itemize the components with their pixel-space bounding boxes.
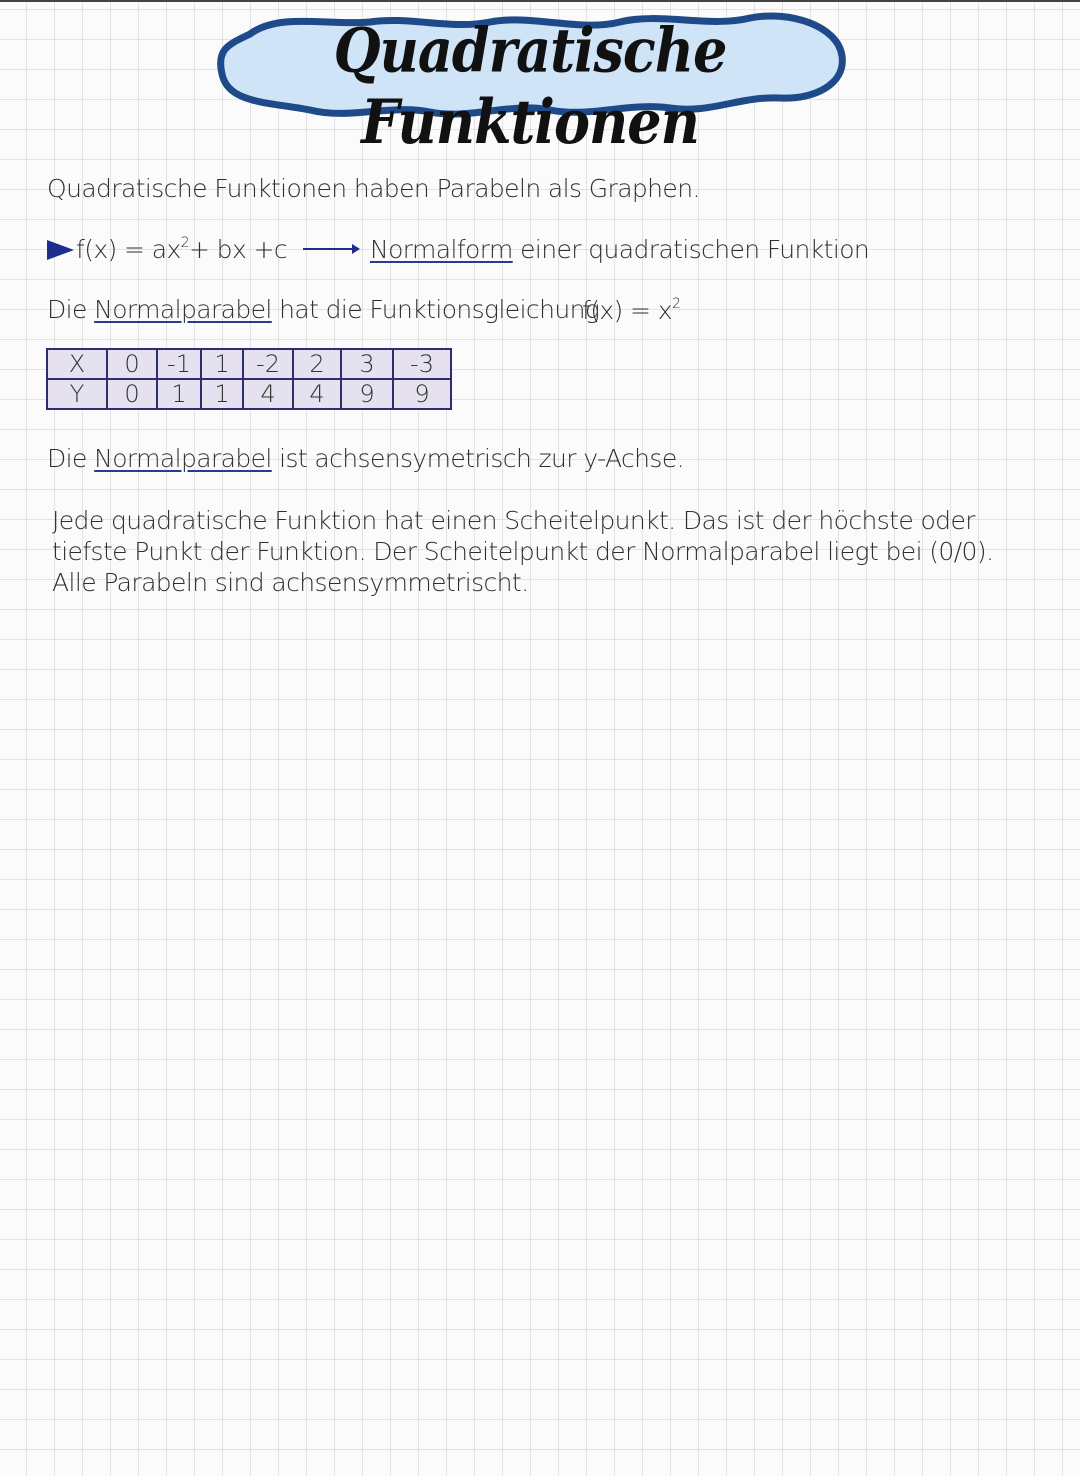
table-cell: 4 [293, 379, 341, 409]
table-header-y: Y [47, 379, 107, 409]
table-row-x [47, 349, 451, 379]
normal-form-line [47, 235, 869, 264]
normal-parabola-middle: hat die Funktionsgleichung [271, 295, 600, 324]
table-cell: 1 [201, 379, 243, 409]
symmetry-line [47, 444, 684, 473]
table-cell: -1 [157, 349, 201, 379]
value-table [46, 348, 452, 410]
table-cell: 9 [341, 379, 393, 409]
table-cell: 0 [107, 349, 157, 379]
right-arrow-icon [303, 248, 358, 250]
table-header-x: X [47, 349, 107, 379]
table-cell: 0 [107, 379, 157, 409]
vertex-paragraph: Jede quadratische Funktion hat einen Scheitelpunkt. Das ist der höchste oder tiefste Punkt der Funktion. Der Scheitelpunkt der Normalparabel liegt bei (0/0). Alle Parabeln sind achsensymmetrischt. [52, 506, 994, 597]
page-title: Quadratische Funktionen [333, 14, 727, 158]
formula-exponent: 2 [180, 235, 189, 251]
table-row-y [47, 379, 451, 409]
normal-parabola-prefix: Die [47, 295, 95, 324]
formula-main: f(x) = ax [76, 235, 181, 264]
normalparabel-term-2: Normalparabel [94, 444, 272, 473]
table-cell: -2 [243, 349, 293, 379]
title-banner [210, 4, 850, 158]
table-cell: 4 [243, 379, 293, 409]
normal-parabola-equation [582, 296, 680, 325]
normal-parabola-line [47, 295, 599, 324]
normalparabel-term: Normalparabel [94, 295, 272, 324]
table-cell: 1 [157, 379, 201, 409]
equation-base: f(x) = x [582, 296, 672, 325]
top-border [0, 0, 1080, 2]
intro-line: Quadratische Funktionen haben Parabeln als Graphen. [47, 174, 700, 203]
equation-exponent: 2 [671, 296, 681, 312]
pointer-triangle-icon [47, 240, 74, 260]
formula-rest: + bx +c [188, 235, 287, 264]
table-cell: 9 [393, 379, 451, 409]
symmetry-rest: ist achsensymetrisch zur y-Achse. [271, 444, 684, 473]
normalform-rest: einer quadratischen Funktion [512, 235, 870, 264]
table-cell: 2 [293, 349, 341, 379]
symmetry-prefix: Die [47, 444, 95, 473]
normalform-term: Normalform [369, 235, 513, 264]
table-cell: 1 [201, 349, 243, 379]
table-cell: 3 [341, 349, 393, 379]
table-cell: -3 [393, 349, 451, 379]
